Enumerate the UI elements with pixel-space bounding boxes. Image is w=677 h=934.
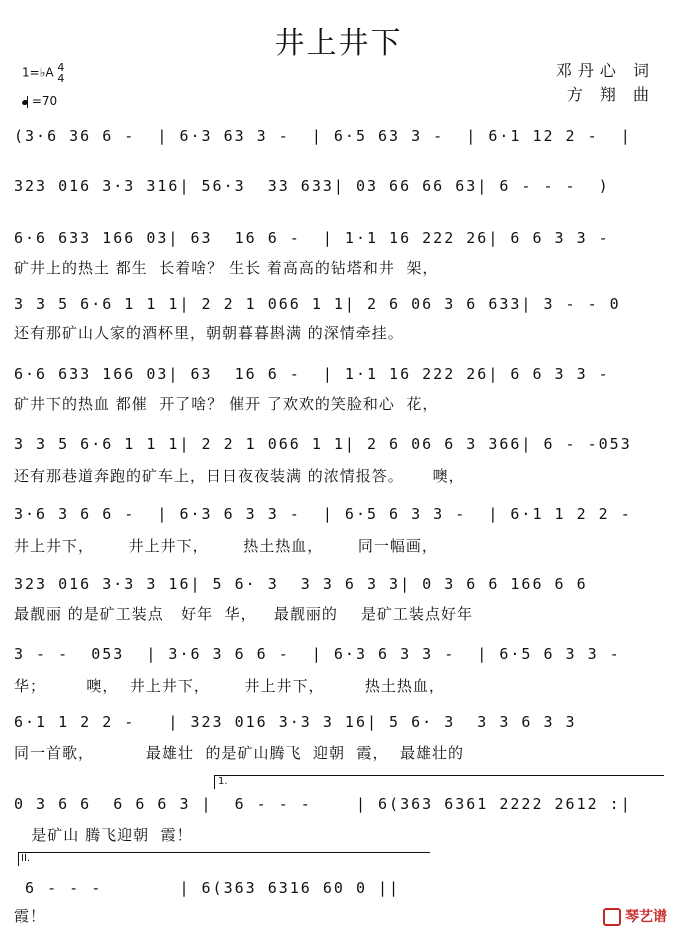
notation-row-11 <box>14 792 664 816</box>
first-ending-bracket <box>214 775 664 776</box>
time-top: 4 <box>57 61 65 74</box>
time-bottom: 4 <box>57 72 65 85</box>
notation-line: 3 - - 053 | 3·6 3 6 6 - | 6·3 6 3 3 - | 6·5 6 3 3 - <box>14 645 621 663</box>
notation-row-2 <box>14 174 664 198</box>
quarter-note-icon <box>21 99 28 106</box>
notation-row-5 <box>14 362 664 386</box>
notation-row-9 <box>14 642 664 666</box>
lyric-line: 井上井下， 井上井下， 热土热血， 同一幅画， <box>14 537 438 555</box>
notation-row-10 <box>14 710 664 734</box>
watermark-logo <box>603 906 667 926</box>
lyric-line: 矿井上的热土 都生 长着啥？ 生长 着高高的钻塔和井 架， <box>14 259 439 277</box>
notation-row-1 <box>14 124 664 148</box>
lyric-line: 霞！ <box>14 907 47 925</box>
watermark-text: 琴艺谱 <box>625 909 667 925</box>
notation-line: 323 016 3·3 316| 56·3 33 633| 03 66 66 63| 6 - - - ) <box>14 177 610 195</box>
notation-line: 6·1 1 2 2 - | 323 016 3·3 3 16| 5 6· 3 3 3 6 3 3 <box>14 713 577 731</box>
lyric-line: 最靓丽 的是矿工装点 好年 华， 最靓丽的 是矿工装点好年 <box>14 605 473 623</box>
notation-line: (3·6 36 6 - | 6·3 63 3 - | 6·5 63 3 - | 6·1 12 2 - | <box>14 127 632 145</box>
notation-line: 3·6 3 6 6 - | 6·3 6 3 3 - | 6·5 6 3 3 - | 6·1 1 2 2 - <box>14 505 632 523</box>
notation-line: 323 016 3·3 3 16| 5 6· 3 3 3 6 3 3| 0 3 6 6 166 6 6 <box>14 575 588 593</box>
lyricist-credit: 邓丹心 词 <box>555 61 655 80</box>
notation-row-8 <box>14 572 664 596</box>
notation-row-6 <box>14 432 664 456</box>
lyric-line: 还有那矿山人家的酒杯里，朝朝暮暮斟满 的深情牵挂。 <box>14 324 404 342</box>
tempo-marking <box>22 94 57 108</box>
lyric-line: 同一首歌， 最雄壮 的是矿山腾飞 迎朝 霞， 最雄壮的 <box>14 744 465 762</box>
lyric-line: 还有那巷道奔跑的矿车上，日日夜夜装满 的浓情报答。 噢， <box>14 467 465 485</box>
composer-credit: 方 翔 曲 <box>566 85 655 104</box>
notation-line: 0 3 6 6 6 6 6 3 | 6 - - - | 6(363 6361 2222 2612 :| <box>14 795 632 813</box>
logo-icon <box>603 908 621 926</box>
lyric-line: 矿井下的热血 都催 开了啥？ 催开 了欢欢的笑脸和心 花， <box>14 395 439 413</box>
first-ending-label: 1. <box>218 776 228 787</box>
second-ending-label: II. <box>21 853 31 864</box>
notation-line: 6·6 633 166 03| 63 16 6 - | 1·1 16 222 26| 6 6 3 3 - <box>14 365 610 383</box>
notation-line: 3 3 5 6·6 1 1 1| 2 2 1 066 1 1| 2 6 06 3 6 633| 3 - - 0 <box>14 295 621 313</box>
notation-row-12 <box>14 876 664 900</box>
notation-row-7 <box>14 502 664 526</box>
second-ending-edge <box>18 852 19 866</box>
notation-line: 6·6 633 166 03| 63 16 6 - | 1·1 16 222 26| 6 6 3 3 - <box>14 229 610 247</box>
notation-row-4 <box>14 292 664 316</box>
song-title: 井上井下 <box>274 26 403 61</box>
tempo-value: =70 <box>31 94 58 108</box>
lyric-line: 是矿山 腾飞迎朝 霞！ <box>14 826 193 844</box>
key-label: 1=♭A <box>22 65 54 80</box>
second-ending-bracket <box>18 852 430 853</box>
first-ending-edge <box>214 775 215 789</box>
lyric-line: 华； 噢， 井上井下， 井上井下， 热土热血， <box>14 677 445 695</box>
key-signature <box>22 62 64 84</box>
notation-line: 3 3 5 6·6 1 1 1| 2 2 1 066 1 1| 2 6 06 6 3 366| 6 - -053 <box>14 435 632 453</box>
time-signature <box>57 62 64 84</box>
notation-line: 6 - - - | 6(363 6316 60 0 || <box>14 879 401 897</box>
notation-row-3 <box>14 226 664 250</box>
